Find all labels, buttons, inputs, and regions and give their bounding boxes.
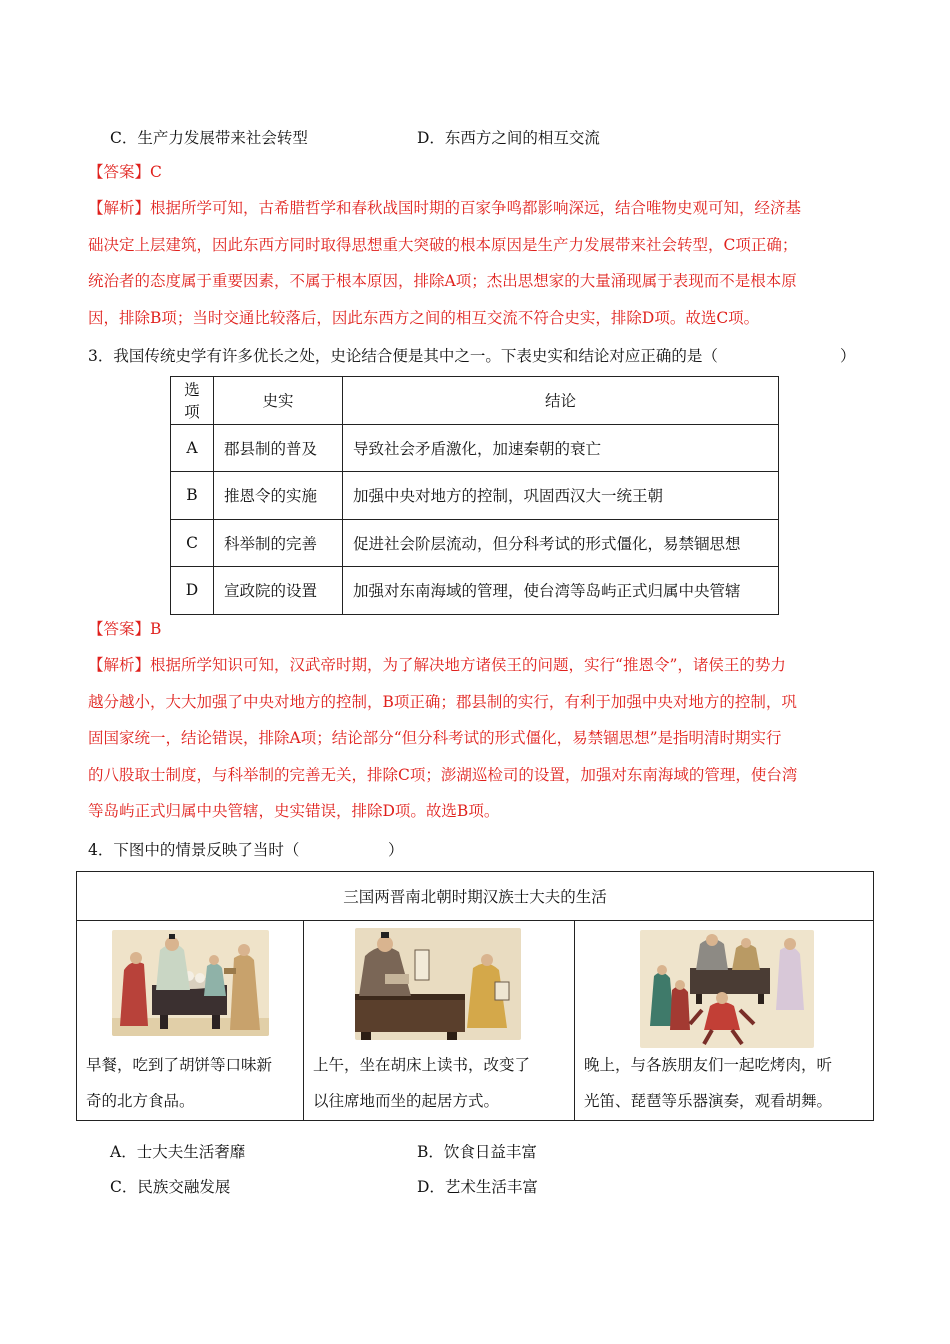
table-cell: 导致社会矛盾激化，加速秦朝的衰亡: [343, 424, 779, 472]
table-header-row: [171, 377, 779, 425]
q4-option-a: A．士大夫生活奢靡: [110, 1143, 246, 1161]
q2-option-c: C．生产力发展带来社会转型: [110, 129, 308, 147]
q4-table: [76, 871, 874, 1121]
cell-line: 以往席地而坐的起居方式。: [313, 1092, 500, 1110]
cell-line: 晚上，与各族朋友们一起吃烤肉，听: [584, 1056, 833, 1074]
q4-cell-text: [576, 1047, 872, 1119]
table-cell: C: [171, 519, 214, 567]
q3-stem: 3．我国传统史学有许多优长之处，史论结合便是其中之一。下表史实和结论对应正确的是（: [88, 347, 718, 365]
q4-table-title: 三国两晋南北朝时期汉族士大夫的生活: [77, 872, 874, 921]
header-cell: 选项: [171, 377, 214, 425]
table-cell: B: [171, 472, 214, 520]
table-cell: 促进社会阶层流动，但分科考试的形式僵化，易禁锢思想: [343, 519, 779, 567]
q3-analysis: [88, 647, 860, 830]
analysis-line: 等岛屿正式归属中央管辖，史实错误，排除D项。故选B项。: [88, 802, 500, 820]
analysis-line: 越分越小，大大加强了中央对地方的控制，B项正确；郡县制的实行，有利于加强中央对地方的控制，巩: [88, 692, 797, 711]
analysis-line: 础决定上层建筑，因此东西方同时取得思想重大突破的根本原因是生产力发展带来社会转型，C项正确；: [88, 235, 798, 254]
q4-stem-close: ）: [388, 841, 404, 859]
q3-answer: [88, 617, 161, 641]
analysis-tag: 【解析】: [88, 656, 151, 674]
analysis-tag: 【解析】: [88, 199, 151, 217]
analysis-line: 根据所学可知，古希腊哲学和春秋战国时期的百家争鸣都影响深远，结合唯物史观可知，经济基: [150, 199, 802, 217]
q4-cell-reading: [304, 921, 575, 1121]
cell-line: 早餐，吃到了胡饼等口味新: [86, 1056, 273, 1074]
reading-illustration: [355, 928, 521, 1040]
answer-value: C: [150, 163, 162, 181]
table-cell: 加强对东南海域的管理，使台湾等岛屿正式归属中央管辖: [343, 567, 779, 615]
analysis-line: 的八股取士制度，与科举制的完善无关，排除C项；澎湖巡检司的设置，加强对东南海域的管理，使台湾: [88, 765, 798, 784]
table-cell: D: [171, 567, 214, 615]
analysis-line: 根据所学知识可知，汉武帝时期，为了解决地方诸侯王的问题，实行“推恩令”，诸侯王的势力: [150, 656, 786, 674]
answer-tag: 【答案】: [88, 163, 151, 181]
q4-cell-evening: [575, 921, 874, 1121]
table-cell: 推恩令的实施: [214, 472, 343, 520]
q2-answer: [88, 160, 162, 184]
answer-tag: 【答案】: [88, 620, 151, 638]
header-cell: 结论: [343, 377, 779, 425]
table-cell: A: [171, 424, 214, 472]
table-cell: 郡县制的普及: [214, 424, 343, 472]
table-row: [171, 424, 779, 472]
analysis-line: 因，排除B项；当时交通比较落后，因此东西方之间的相互交流不符合史实，排除D项。故选C项。: [88, 308, 760, 327]
cell-line: 上午，坐在胡床上读书，改变了: [313, 1056, 531, 1074]
table-cell: 加强中央对地方的控制，巩固西汉大一统王朝: [343, 472, 779, 520]
q2-option-d: D．东西方之间的相互交流: [417, 129, 600, 147]
q4-option-b: B．饮食日益丰富: [417, 1143, 537, 1161]
q4-option-c: C．民族交融发展: [110, 1178, 231, 1196]
analysis-line: 统治者的态度属于重要因素，不属于根本原因，排除A项；杰出思想家的大量涌现属于表现而不是根本原: [88, 272, 797, 290]
table-row: [171, 567, 779, 615]
answer-value: B: [150, 620, 162, 638]
evening-illustration: [640, 930, 814, 1048]
table-row: [171, 472, 779, 520]
table-cell: 宣政院的设置: [214, 567, 343, 615]
breakfast-illustration: [112, 930, 269, 1036]
analysis-line: 固国家统一，结论错误，排除A项；结论部分“但分科考试的形式僵化，易禁锢思想”是指明清时期实行: [88, 729, 782, 747]
header-cell: 史实: [214, 377, 343, 425]
q4-cell-breakfast: [77, 921, 304, 1121]
table-row: [171, 519, 779, 567]
q4-option-d: D．艺术生活丰富: [417, 1178, 538, 1196]
q3-stem-close: ）: [840, 347, 856, 365]
q4-stem: 4．下图中的情景反映了当时（: [88, 841, 300, 859]
q3-table: [170, 376, 779, 615]
table-cell: 科举制的完善: [214, 519, 343, 567]
cell-line: 光笛、琵琶等乐器演奏，观看胡舞。: [584, 1092, 833, 1110]
q4-cell-text: [78, 1047, 302, 1119]
q4-cell-text: [305, 1047, 573, 1119]
q2-analysis: [88, 190, 860, 336]
cell-line: 奇的北方食品。: [86, 1092, 195, 1110]
